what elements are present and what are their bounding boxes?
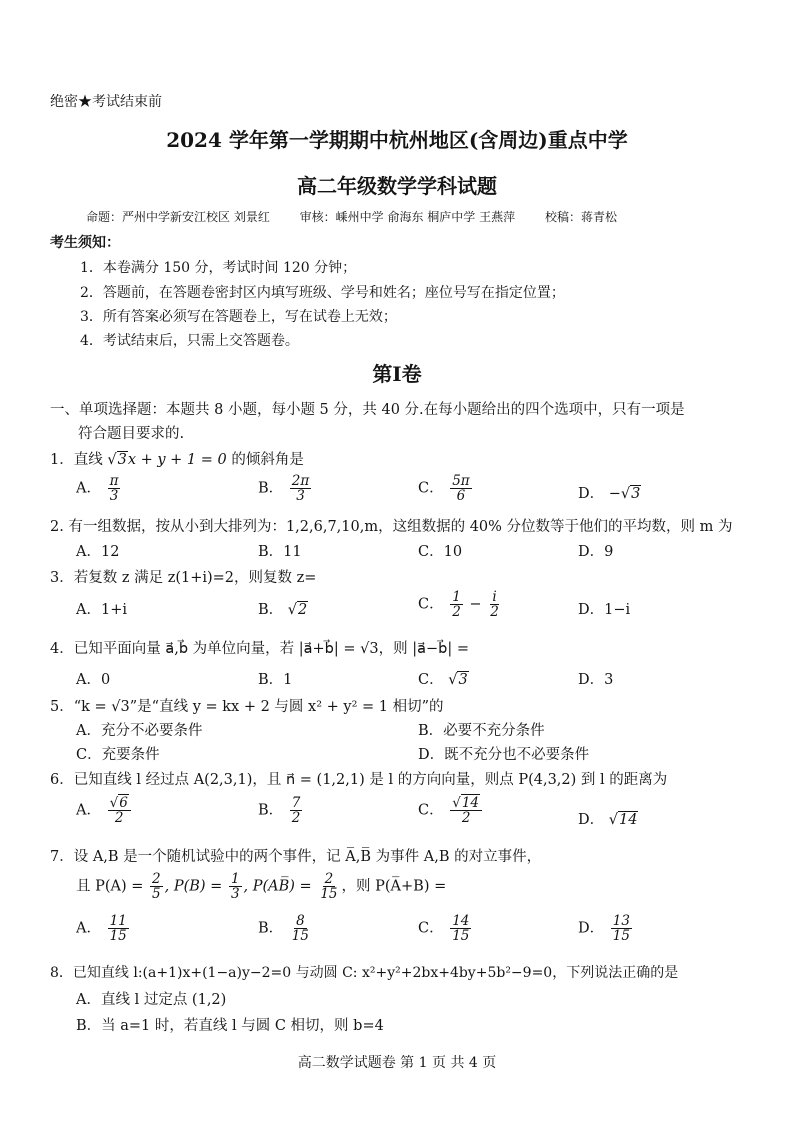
- question-7-option-b: B． $\frac{8}{15}$: [258, 913, 309, 945]
- question-4-option-b: B．1: [258, 672, 293, 688]
- credit-proofreader: 校稿：蒋青松: [544, 210, 617, 224]
- question-2-option-b: B．11: [258, 544, 302, 560]
- question-4-stem: 4．已知平面向量 a⃗,b⃗ 为单位向量，若 |a⃗+b⃗| = √3，则 |a⃗−b⃗| =: [50, 641, 469, 657]
- question-6-stem: 6．已知直线 l 经过点 A(2,3,1)，且 n⃗ = (1,2,1) 是 l 的方向向量，则点 P(4,3,2) 到 l 的距离为: [50, 772, 668, 788]
- question-4-option-c: C． √3: [418, 672, 468, 688]
- question-3-option-d: D．1−i: [578, 602, 631, 618]
- question-4-option-d: D．3: [578, 672, 614, 688]
- question-3-stem: 3．若复数 z 满足 z(1+i)=2，则复数 z=: [50, 570, 317, 586]
- question-5-option-c: C．充要条件: [76, 747, 160, 763]
- section-heading-cont: 符合题目要求的.: [78, 426, 185, 442]
- question-6-option-d: D． √14: [578, 812, 638, 828]
- question-5-option-a: A．充分不必要条件: [76, 723, 203, 739]
- question-2-option-c: C．10: [418, 544, 463, 560]
- question-1-stem: 1．直线 √3x + y + 1 = 0 的倾斜角是: [50, 452, 304, 468]
- credit-author: 命题：严州中学新安江校区 刘景红: [86, 210, 270, 224]
- question-3-option-a: A．1+i: [76, 602, 127, 618]
- credit-reviewer: 审核：嵊州中学 俞海东 桐庐中学 王燕萍: [299, 210, 516, 224]
- question-7-option-a: A． $\frac{11}{15}$: [76, 913, 127, 945]
- exam-subtitle: 高二年级数学学科试题: [297, 174, 497, 198]
- question-7-stem: 7．设 A,B 是一个随机试验中的两个事件，记 A̅,B̅ 为事件 A,B 的对立事件，: [50, 849, 542, 865]
- question-2-stem: 2. 有一组数据，按从小到大排列为：1,2,6,7,10,m，这组数据的 40% 分位数等于他们的平均数，则 m 为: [50, 519, 733, 535]
- notice-item: 4．考试结束后，只需上交答题卷。: [80, 333, 299, 349]
- question-5-option-d: D．既不充分也不必要条件: [418, 747, 590, 763]
- question-5-option-b: B．必要不充分条件: [418, 723, 545, 739]
- question-1-option-a: A． $\frac{\pi}{3}$: [76, 473, 119, 505]
- exam-title: 2024 学年第一学期期中杭州地区(含周边)重点中学: [166, 128, 628, 152]
- confidential-mark: 绝密★考试结束前: [50, 94, 162, 110]
- section-heading: 一、单项选择题：本题共 8 小题，每小题 5 分，共 40 分.在每小题给出的四个选项中，只有一项是: [50, 402, 685, 418]
- question-5-stem: 5．“k = √3”是“直线 y = kx + 2 与圆 x² + y² = 1 相切”的: [50, 699, 444, 715]
- question-6-option-a: A． $\frac{√6}{2}$: [76, 796, 133, 825]
- volume-heading: 第Ⅰ卷: [372, 362, 422, 386]
- notice-item: 1．本卷满分 150 分，考试时间 120 分钟；: [80, 260, 357, 276]
- question-7-option-d: D． $\frac{13}{15}$: [578, 913, 630, 945]
- question-7-condition: 且 P(A) = $\frac{2}{5}$ , P(B) = $\frac{1}{3}$ , P(AB̅) = $\frac{2}{15}$ ，则 P(A̅+B) =: [76, 871, 447, 903]
- question-2-option-d: D．9: [578, 544, 614, 560]
- question-6-option-b: B． $\frac{7}{2}$: [258, 795, 301, 827]
- question-3-option-b: B． √2: [258, 602, 308, 618]
- question-7-option-c: C． $\frac{14}{15}$: [418, 913, 470, 945]
- notice-item: 2．答题前，在答题卷密封区内填写班级、学号和姓名；座位号写在指定位置；: [80, 285, 565, 301]
- notice-item: 3．所有答案必须写在答题卷上，写在试卷上无效；: [80, 309, 397, 325]
- question-2-option-a: A．12: [76, 544, 120, 560]
- question-8-option-b: B．当 a=1 时，若直线 l 与圆 C 相切，则 b=4: [76, 1018, 384, 1034]
- notice-heading: 考生须知：: [50, 235, 120, 251]
- question-6-option-c: C． $\frac{√14}{2}$: [418, 796, 484, 825]
- question-8-stem: 8．已知直线 l:(a+1)x+(1−a)y−2=0 与动圆 C: x²+y²+2bx+4by+5b²−9=0，下列说法正确的是: [50, 965, 679, 981]
- question-1-option-d: D． −√3: [578, 486, 641, 502]
- question-4-option-a: A．0: [76, 672, 111, 688]
- question-1-option-c: C． $\frac{5\pi}{6}$: [418, 473, 470, 505]
- question-8-option-a: A．直线 l 过定点 (1,2): [76, 992, 227, 1008]
- credits-line: [86, 208, 643, 225]
- page-footer: 高二数学试题卷 第 1 页 共 4 页: [297, 1055, 497, 1071]
- question-1-option-b: B． $\frac{2\pi}{3}$: [258, 473, 310, 505]
- question-3-option-c: C． $\frac{1}{2}$ − $\frac{i}{2}$: [418, 589, 499, 621]
